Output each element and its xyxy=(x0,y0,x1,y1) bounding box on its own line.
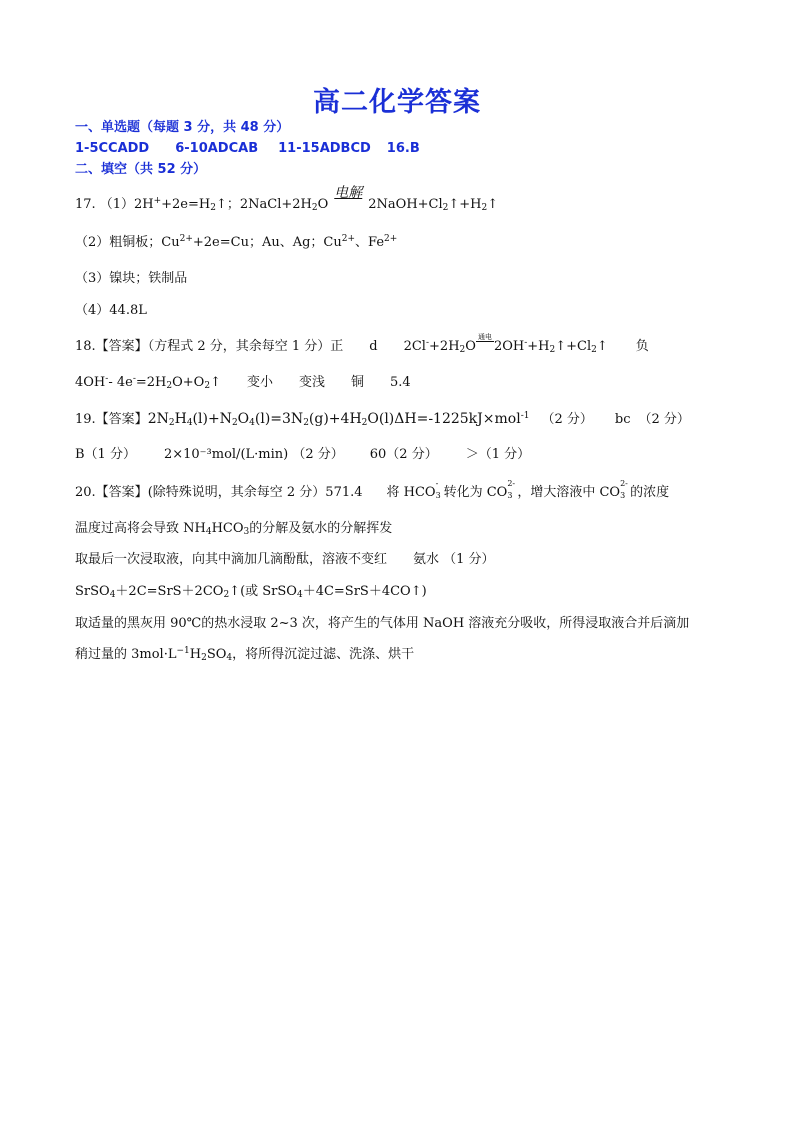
answer-group-4: 16.B xyxy=(386,141,420,156)
answer-group-3: 11-15ADBCD xyxy=(278,141,371,156)
page-title: 高二化学答案 xyxy=(313,87,481,118)
q20-line5: 取适量的黑灰用 90℃的热水浸取 2~3 次，将产生的气体用 NaOH 溶液充分吸收，所得浸取液合并后滴加 xyxy=(75,616,690,631)
q18-line2: 4OH-- $4e^-=2H_2O+O_2↑$ 变小 变浅 铜 5.4 xyxy=(75,374,411,391)
section1-answers xyxy=(75,141,420,157)
q17-line1: 17. $(1)2H^++2e=H_2↑$；$2NaCl+2H_2O$ 电解 $2NaOH+Cl_2↑+H_2↑$ xyxy=(75,185,499,213)
q19-line1: 19.【答案】$2N_2H_4(l)+N_2O_4(l)=3N_2(g)+4H_2O(l)\Delta H=-1225kJ\times mol^{-1}$ （2 分） bc （2 分） xyxy=(75,411,690,428)
q20-line4: $SrSO_4+2C=SrS+2CO_2↑$(或 SrSO$_4$＋4C=SrS＋4CO↑) xyxy=(75,584,427,600)
q17-line4: （4）44.8L xyxy=(75,303,147,318)
q19-line2: B（1 分） 2×10⁻³mol/(L·min) （2 分） 60（2 分） ＞（1 分） xyxy=(75,447,531,462)
section2-heading: 二、填空（共 52 分） xyxy=(75,162,207,177)
answer-group-1: 1-5CCADD xyxy=(75,141,150,156)
q20-line2: 温度过高将会导致 $NH_4HCO_3$的分解及氨水的分解挥发 xyxy=(75,521,393,537)
q17-line3: （3）镍块；铁制品 xyxy=(75,271,188,286)
q20-line6: 稍过量的 $3mol\cdot L^{-1}H_2SO_4$，将所得沉淀过滤、洗涤、烘干 xyxy=(75,646,415,663)
answer-group-2: 6-10ADCAB xyxy=(175,141,259,156)
section1-heading: 一、单选题（每题 3 分，共 48 分） xyxy=(75,120,290,135)
q17-line2: （2）粗铜板；$Cu^{2+}+2e=Cu$；Au、Ag；$Cu^{2+}$、$Fe^{2+}$ xyxy=(75,234,398,250)
q20-line1: 20.【答案】(除特殊说明，其余每空 2 分）571.4 将 HCO - 3 转化为 CO 2- 3 ，增大溶液中 CO 2- 3 的浓度 xyxy=(75,479,670,500)
q20-line3: 取最后一次浸取液，向其中滴加几滴酚酞，溶液不变红 氨水 （1 分） xyxy=(75,552,495,567)
electrolysis-condition: 电解 xyxy=(334,185,363,201)
q18-line1: 18.【答案】（方程式 2 分，其余每空 1 分）正 d $2Cl^-+2H_2O$ 通电 $2OH^-+H_2↑+Cl_2↑$ 负 xyxy=(75,333,649,355)
electrolysis-condition-small: 通电 xyxy=(477,333,492,341)
